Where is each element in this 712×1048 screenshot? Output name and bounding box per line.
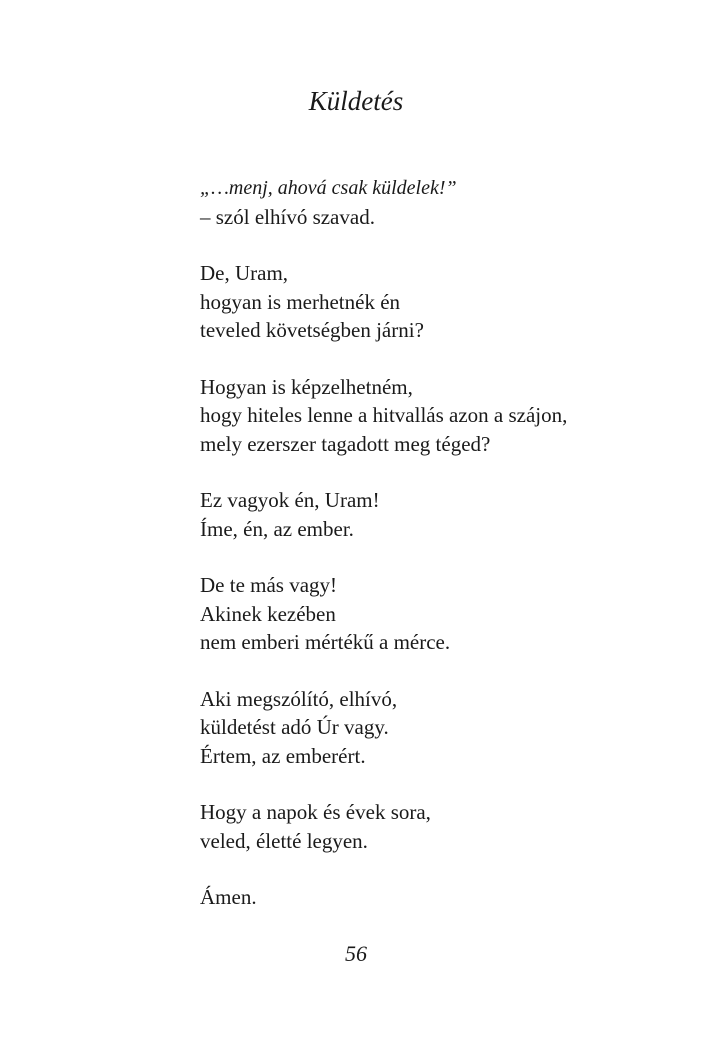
stanza	[200, 798, 680, 855]
poem-line: De te más vagy!	[200, 573, 338, 597]
poem-line: teveled követségben járni?	[200, 318, 424, 342]
poem-line: Ámen.	[200, 885, 257, 909]
poem-line: Hogy a napok és évek sora,	[200, 800, 431, 824]
page-title: Küldetés	[308, 86, 404, 116]
stanza	[200, 373, 680, 459]
poem-line: mely ezerszer tagadott meg téged?	[200, 431, 491, 456]
poem-body	[200, 174, 680, 940]
poem-line: Ez vagyok én, Uram!	[200, 488, 380, 512]
stanza	[200, 685, 680, 771]
poem-line: hogy hiteles lenne a hitvallás azon a szájon,	[200, 403, 568, 427]
poem-line: nem emberi mértékű a mérce.	[200, 630, 451, 654]
poem-line: veled, életté legyen.	[200, 828, 368, 853]
page-number: 56	[345, 941, 367, 966]
poem-line: Hogyan is képzelhetném,	[200, 374, 413, 399]
epigraph-line: „…menj, ahová csak küldelek!”	[200, 177, 457, 199]
stanza	[200, 259, 680, 345]
poem-line: hogyan is merhetnék én	[200, 289, 401, 314]
poem-line: küldetést adó Úr vagy.	[200, 715, 389, 739]
stanza	[200, 174, 680, 231]
stanza	[200, 571, 680, 657]
poem-line: De, Uram,	[200, 261, 289, 285]
poem-line: Akinek kezében	[200, 601, 336, 626]
stanza	[200, 883, 680, 912]
poem-line: Aki megszólító, elhívó,	[200, 686, 398, 711]
poem-line: Íme, én, az ember.	[200, 516, 354, 541]
poem-line: Értem, az emberért.	[200, 743, 366, 768]
stanza	[200, 486, 680, 543]
poem-line: – szól elhívó szavad.	[200, 204, 375, 229]
